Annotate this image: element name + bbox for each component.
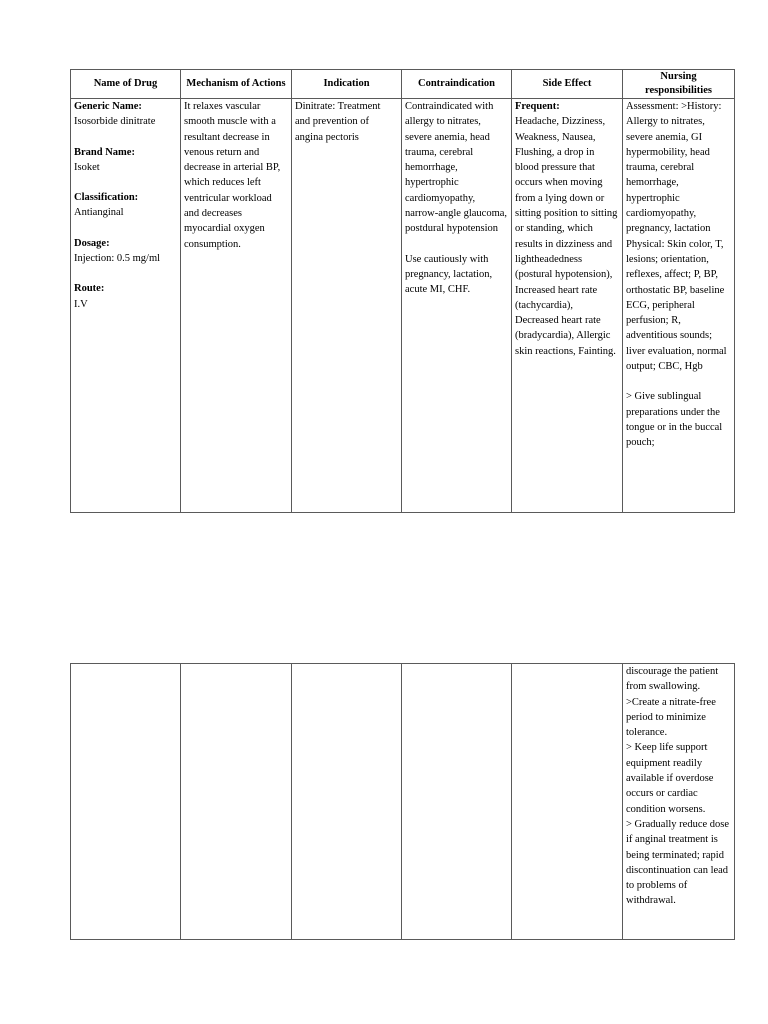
caution-text: Use cautiously with pregnancy, lactation, acute MI, CHF. bbox=[405, 253, 493, 296]
header-row bbox=[71, 70, 735, 99]
table-row bbox=[71, 99, 735, 513]
nursing-continued-item: >Create a nitrate-free period to minimize tolerance. bbox=[626, 696, 716, 739]
mechanism-text: It relaxes vascular smooth muscle with a resultant decrease in venous return and decrease in arterial BP, which reduces left ventricular workload and decreases myocardial oxygen consumption. bbox=[184, 101, 281, 250]
nursing-continued-item: > Gradually reduce dose if anginal treatment is being terminated; rapid discontinuation can lead to problems of withdrawal. bbox=[626, 818, 730, 907]
dosage-value: Injection: 0.5 mg/ml bbox=[74, 253, 161, 265]
brand-name-label: Brand Name: bbox=[74, 146, 135, 158]
route-label: Route: bbox=[74, 283, 105, 295]
contraindication-cell bbox=[402, 99, 512, 513]
mechanism-cell bbox=[181, 99, 292, 513]
dosage-label: Dosage: bbox=[74, 237, 110, 249]
classification-value: Antianginal bbox=[74, 207, 124, 219]
nursing-give-text: > Give sublingual preparations under the tongue or in the buccal pouch; bbox=[626, 391, 723, 449]
nursing-assessment-text: Assessment: >History: Allergy to nitrates, severe anemia, GI hypermobility, head trauma, cerebral hemorrhage, hypertrophic cardiomyopathy, pregnancy, lactation Physical: Skin color, T, lesions; orientation, reflexes, affect; P, BP, orthostatic BP, baseline ECG, peripheral perfusion; R, adventitious sounds; liver evaluation, normal output; CBC, Hgb bbox=[626, 101, 727, 373]
route-value: I.V bbox=[74, 298, 88, 310]
header-indication: Indication bbox=[292, 70, 402, 99]
empty-cell bbox=[402, 664, 512, 940]
table-row bbox=[71, 664, 735, 940]
indication-cell bbox=[292, 99, 402, 513]
header-name-of-drug: Name of Drug bbox=[71, 70, 181, 99]
nursing-continued-cell bbox=[623, 664, 735, 940]
side-effect-frequent-label: Frequent: bbox=[515, 101, 560, 112]
header-contraindication: Contraindication bbox=[402, 70, 512, 99]
drug-name-cell bbox=[71, 99, 181, 513]
empty-cell bbox=[512, 664, 623, 940]
classification-label: Classification: bbox=[74, 192, 139, 204]
drug-study-table-continued bbox=[70, 663, 735, 940]
empty-cell bbox=[181, 664, 292, 940]
generic-name-label: Generic Name: bbox=[74, 101, 142, 112]
drug-study-table bbox=[70, 69, 735, 513]
header-nursing-responsibilities: Nursing responsibilities bbox=[623, 70, 735, 99]
contraindication-text: Contraindicated with allergy to nitrates, severe anemia, head trauma, cerebral hemorrhage, hypertrophic cardiomyopathy, narrow-angle glaucoma, postdural hypotension bbox=[405, 101, 508, 235]
header-side-effect: Side Effect bbox=[512, 70, 623, 99]
generic-name-value: Isosorbide dinitrate bbox=[74, 116, 156, 128]
empty-cell bbox=[71, 664, 181, 940]
nursing-continued-item: > Keep life support equipment readily available if overdose occurs or cardiac condition worsens. bbox=[626, 742, 714, 815]
nursing-continued-item: discourage the patient from swallowing. bbox=[626, 666, 719, 693]
brand-name-value: Isoket bbox=[74, 161, 100, 173]
indication-text: Dinitrate: Treatment and prevention of angina pectoris bbox=[295, 101, 381, 143]
side-effect-text: Headache, Dizziness, Weakness, Nausea, Flushing, a drop in blood pressure that occurs when moving from a lying down or sitting position to sitting or standing, which results in dizziness and lightheadedness (postural hypotension), Increased heart rate (tachycardia), Decreased heart rate (bradycardia), Allergic skin reactions, Fainting. bbox=[515, 116, 618, 357]
nursing-cell bbox=[623, 99, 735, 513]
side-effect-cell bbox=[512, 99, 623, 513]
header-mechanism: Mechanism of Actions bbox=[181, 70, 292, 99]
empty-cell bbox=[292, 664, 402, 940]
